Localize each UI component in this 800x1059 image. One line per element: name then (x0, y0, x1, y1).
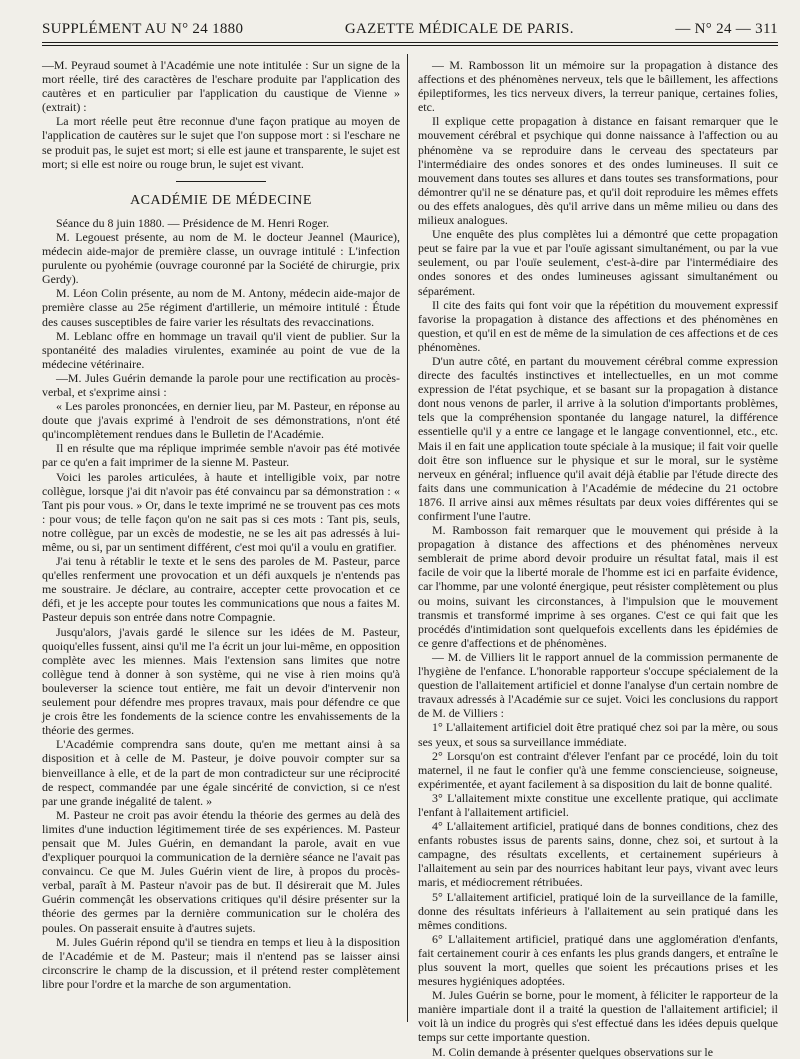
header-supplement: SUPPLÉMENT AU N° 24 1880 (42, 21, 244, 37)
paragraph: J'ai tenu à rétablir le texte et le sens des paroles de M. Pasteur, parce qu'elles renferment une provocation et un défi auxquels je n'entends pas me soustraire. Je déclare, au contraire, accepter cette provocation et ce défi, et je les accepte pour toutes les communications que nous a faites M. Pasteur depuis son entrée dans notre Compagnie. (42, 554, 400, 625)
paragraph: M. Leblanc offre en hommage un travail qu'il vient de publier. Sur la spontanéité des maladies virulentes, examinée au point de vue de la médecine vétérinaire. (42, 328, 400, 371)
header-rule-bottom (42, 45, 778, 46)
paragraph: M. Léon Colin présente, au nom de M. Antony, médecin aide-major de première classe au 25e régiment d'artillerie, un mémoire intitulé : Étude des causes susceptibles de faire varier les résultats des revaccinations. (42, 286, 400, 329)
paragraph: « Les paroles prononcées, en dernier lieu, par M. Pasteur, en réponse au doute que j'avais exprimé à l'endroit de ses démonstrations, n'ont été qu'incomplètement rendues dans le Bulletin de l'Académie. (42, 399, 400, 442)
section-title: ACADÉMIE DE MÉDECINE (130, 192, 312, 208)
conclusion-item: 1° L'allaitement artificiel doit être pratiqué chez soi par la mère, ou sous ses yeux, et sous sa surveillance immédiate. (418, 720, 778, 749)
conclusion-item: 2° Lorsqu'on est contraint d'élever l'enfant par ce procédé, loin du toit maternel, il ne faut le confier qu'à une femme consciencieuse, soigneuse, expérimentée, et ayant facilement à sa disposition du lait de bonne qualité. (418, 748, 778, 791)
paragraph: M. Jules Guérin répond qu'il se tiendra en temps et lieu à la disposition de l'Académie et de M. Pasteur; mais il n'entend pas se laisser ainsi circonscrire le champ de la discussion, et il prétend rester complètement libre pour l'ordre et la marche de son argumentation. (42, 934, 400, 991)
paragraph: M. Jules Guérin se borne, pour le moment, à féliciter le rapporteur de la manière impartiale dont il a traité la question de l'allaitement artificiel; il voit là un indice du progrès qui s'est effectué dans les idées depuis quelque temps sur cette importante question. (418, 988, 778, 1045)
paragraph: M. Pasteur ne croit pas avoir étendu la théorie des germes au delà des limites d'une induction légitimement tirée de ses expériences. M. Pasteur pensait que M. Jules Guérin, en demandant la parole, avait en vue d'expliquer pourquoi la communication de la dernière séance ne l'avait pas convaincu. Ce que M. Jules Guérin vient de lire, à propos du procès-verbal, paraît à M. Pasteur n'avoir pas de but. Il désirerait que M. Jules Guérin commençât les observations critiques qu'il désire présenter sur la théorie des germes par la dernière communication sur le choléra des poules. On passerait ensuite à d'autres sujets. (42, 807, 400, 935)
header-rule-top (42, 42, 778, 43)
paragraph: Il en résulte que ma réplique imprimée semble n'avoir pas été motivée par ce qu'en a fait imprimer de la sienne M. Pasteur. (42, 441, 400, 470)
paragraph: — M. Rambosson lit un mémoire sur la propagation à distance des affections et des phénomènes nerveux, tels que le bâillement, les affections épileptiformes, les tics nerveux divers, la terreur panique, certaines folies, etc. (418, 58, 778, 115)
header-journal-title: GAZETTE MÉDICALE DE PARIS. (344, 21, 574, 37)
paragraph: M. Legouest présente, au nom de M. le docteur Jeannel (Maurice), médecin aide-major de première classe, un ouvrage intitulé : L'infection purulente ou pyohémie (ouvrage couronné par la Société de chirurgie, prix Gerdy). (42, 229, 400, 287)
column-divider (407, 54, 408, 1022)
paragraph: La mort réelle peut être reconnue d'une façon pratique au moyen de l'application de cautères sur le sujet que l'on suppose mort : si l'eschare ne se produit pas, le sujet est mort; si elle est jaune et transparente, le sujet est mort; si elle est noire ou rouge brun, le sujet est vivant. (42, 114, 400, 171)
paragraph: Une enquête des plus complètes lui a démontré que cette propagation peut se faire par la vue et par l'ouïe agissant simultanément, ou par la vue seulement, ou par l'ouïe seulement, c'est-à-dire par l'intermédiaire des ondes sonores et des ondes lumineuses agissant simultanément ou séparément. (418, 227, 778, 298)
conclusion-item: 5° L'allaitement artificiel, pratiqué loin de la surveillance de la famille, donne des résultats inférieurs à l'allaitement au sein pratiqué dans les mêmes conditions. (418, 889, 778, 932)
right-column (418, 58, 778, 1059)
paragraph: Voici les paroles articulées, à haute et intelligible voix, par notre collègue, lorsque j'ai dit n'avoir pas été convaincu par sa démonstration : « Tant pis pour vous. » Or, dans le texte imprimé ne se trouvent pas ces mots : pour vous; de telle façon qu'on ne sait pas si ces mots : Tant pis, seuls, notre collègue, par un excès de modestie, ne se les ait pas adressés à lui-même, ou si, par un sentiment différent, c'est moi qu'il a voulu en gratifier. (42, 469, 400, 554)
paragraph: — M. de Villiers lit le rapport annuel de la commission permanente de l'hygiène de l'enfance. L'honorable rapporteur s'occupe spécialement de la question de l'allaitement artificiel et donne l'analyse d'un certain nombre de travaux adressés à l'Académie sur ce sujet. Voici les conclusions du rapport de M. de Villiers : (418, 649, 778, 721)
section-divider (176, 181, 266, 182)
conclusion-item: 4° L'allaitement artificiel, pratiqué dans de bonnes conditions, chez des enfants robustes issus de parents sains, donne, chez soi, et surtout à la campagne, des résultats excellents, et certainement supérieurs à l'allaitement au sein par des nourrices habitant leur pays, vivant avec leurs maris, et médiocrement rétribuées. (418, 819, 778, 890)
paragraph: M. Rambosson fait remarquer que le mouvement qui préside à la propagation à distance des affections et des phénomènes nerveux semblerait de prime abord devoir produire un résultat fatal, mais il est facile de voir que la liberté morale de l'homme est ici en parfaite évidence, car l'homme, par une volonté énergique, peut résister complètement ou plus ou moins, suivant les circonstances, à l'impulsion que le mouvement transmis et transformé imprime à ses organes. C'est ce qui fait que les procédés d'intimidation sont quelquefois excellents dans les épidémies de ce genre d'affections et de phénomènes. (418, 523, 778, 650)
paragraph: D'un autre côté, en partant du mouvement cérébral comme expression directe des facultés instinctives et intellectuelles, en un mot comme expression de l'état psychique, et se basant sur la propagation à distance dont nous venons de parler, il arrive à la solution d'importants problèmes, tels que la compréhension spontanée du langage naturel, la différence essentielle qu'il y a entre ce langage et le langage conventionnel, etc., etc. Mais il en fait une application toute spéciale à la musique; il fait voir quelle doit être son influence sur le physique et sur le moral, sur le système nerveux en général; influence qu'il avait déjà établie par l'étude directe des faits dans une communication à l'Académie de médecine du 21 octobre 1876. Il arrive ainsi aux mêmes résultats par deux voies différentes qui se confirment l'une l'autre. (418, 353, 778, 523)
paragraph: —M. Peyraud soumet à l'Académie une note intitulée : Sur un signe de la mort réelle, tiré des caractères de l'eschare produite par l'application des cautères et en particulier par l'application du caustique de Vienne » (extrait) : (42, 58, 400, 115)
paragraph: M. Colin demande à présenter quelques observations sur le (432, 1044, 714, 1059)
paragraph: Jusqu'alors, j'avais gardé le silence sur les idées de M. Pasteur, quoiqu'elles fussent, ainsi qu'il me l'a écrit un jour lui-même, en opposition complète avec les miennes. Mais l'extension sans limites que notre collègue tend à donner à son système, qui ne vise à rien moins qu'à bouleverser la science tout entière, me fait un devoir d'intervenir non seulement pour défendre mes propres travaux, mais pour défendre ce que je crois être les fondements de la science contre les envahissements de la théorie des germes. (42, 624, 400, 738)
left-column (42, 58, 400, 991)
paragraph: Il cite des faits qui font voir que la répétition du mouvement expressif favorise la propagation à distance des affections et des phénomènes en question, et qu'il en est de même de la simulation de ces affections et de ces phénomènes. (418, 297, 778, 354)
running-header (42, 21, 778, 41)
conclusion-item: 3° L'allaitement mixte constitue une excellente pratique, qui acclimate l'enfant à l'allaitement artificiel. (418, 790, 778, 819)
conclusion-item: 6° L'allaitement artificiel, pratiqué dans une agglomération d'enfants, fait certainement courir à ces enfants les plus grands dangers, et entraîne le plus souvent la mort, quelles que soient les précautions prises et les mesures hygiéniques adoptées. (418, 931, 778, 989)
header-page-number: — N° 24 — 311 (675, 21, 778, 37)
session-line: Séance du 8 juin 1880. — Présidence de M. Henri Roger. (56, 215, 330, 230)
paragraph: L'Académie comprendra sans doute, qu'en me mettant ainsi à sa disposition et à celle de M. Pasteur, je doive pouvoir compter sur sa bienveillance à elle, et de la part de mon contradicteur sur une réciprocité de respect, commandée par une égale sincérité de conviction, si ce n'est par une grande inégalité de talent. » (42, 737, 400, 808)
paragraph: Il explique cette propagation à distance en faisant remarquer que le mouvement cérébral et psychique qui donne naissance à l'affection ou au phénomène va se reproduire dans le cerveau des spectateurs par l'intermédiaire des ondes sonores et des ondes lumineuses. Il suit ce mouvement dans toutes ses allures et dans toutes ses transformations, pour démontrer qu'il ne se dénature pas, et qu'il doit reproduire les mêmes effets ou des effets analogues, dès qu'il arrive dans un même milieu ou dans des milieux analogues. (418, 114, 778, 228)
paragraph: —M. Jules Guérin demande la parole pour une rectification au procès-verbal, et s'exprime ainsi : (42, 370, 400, 399)
